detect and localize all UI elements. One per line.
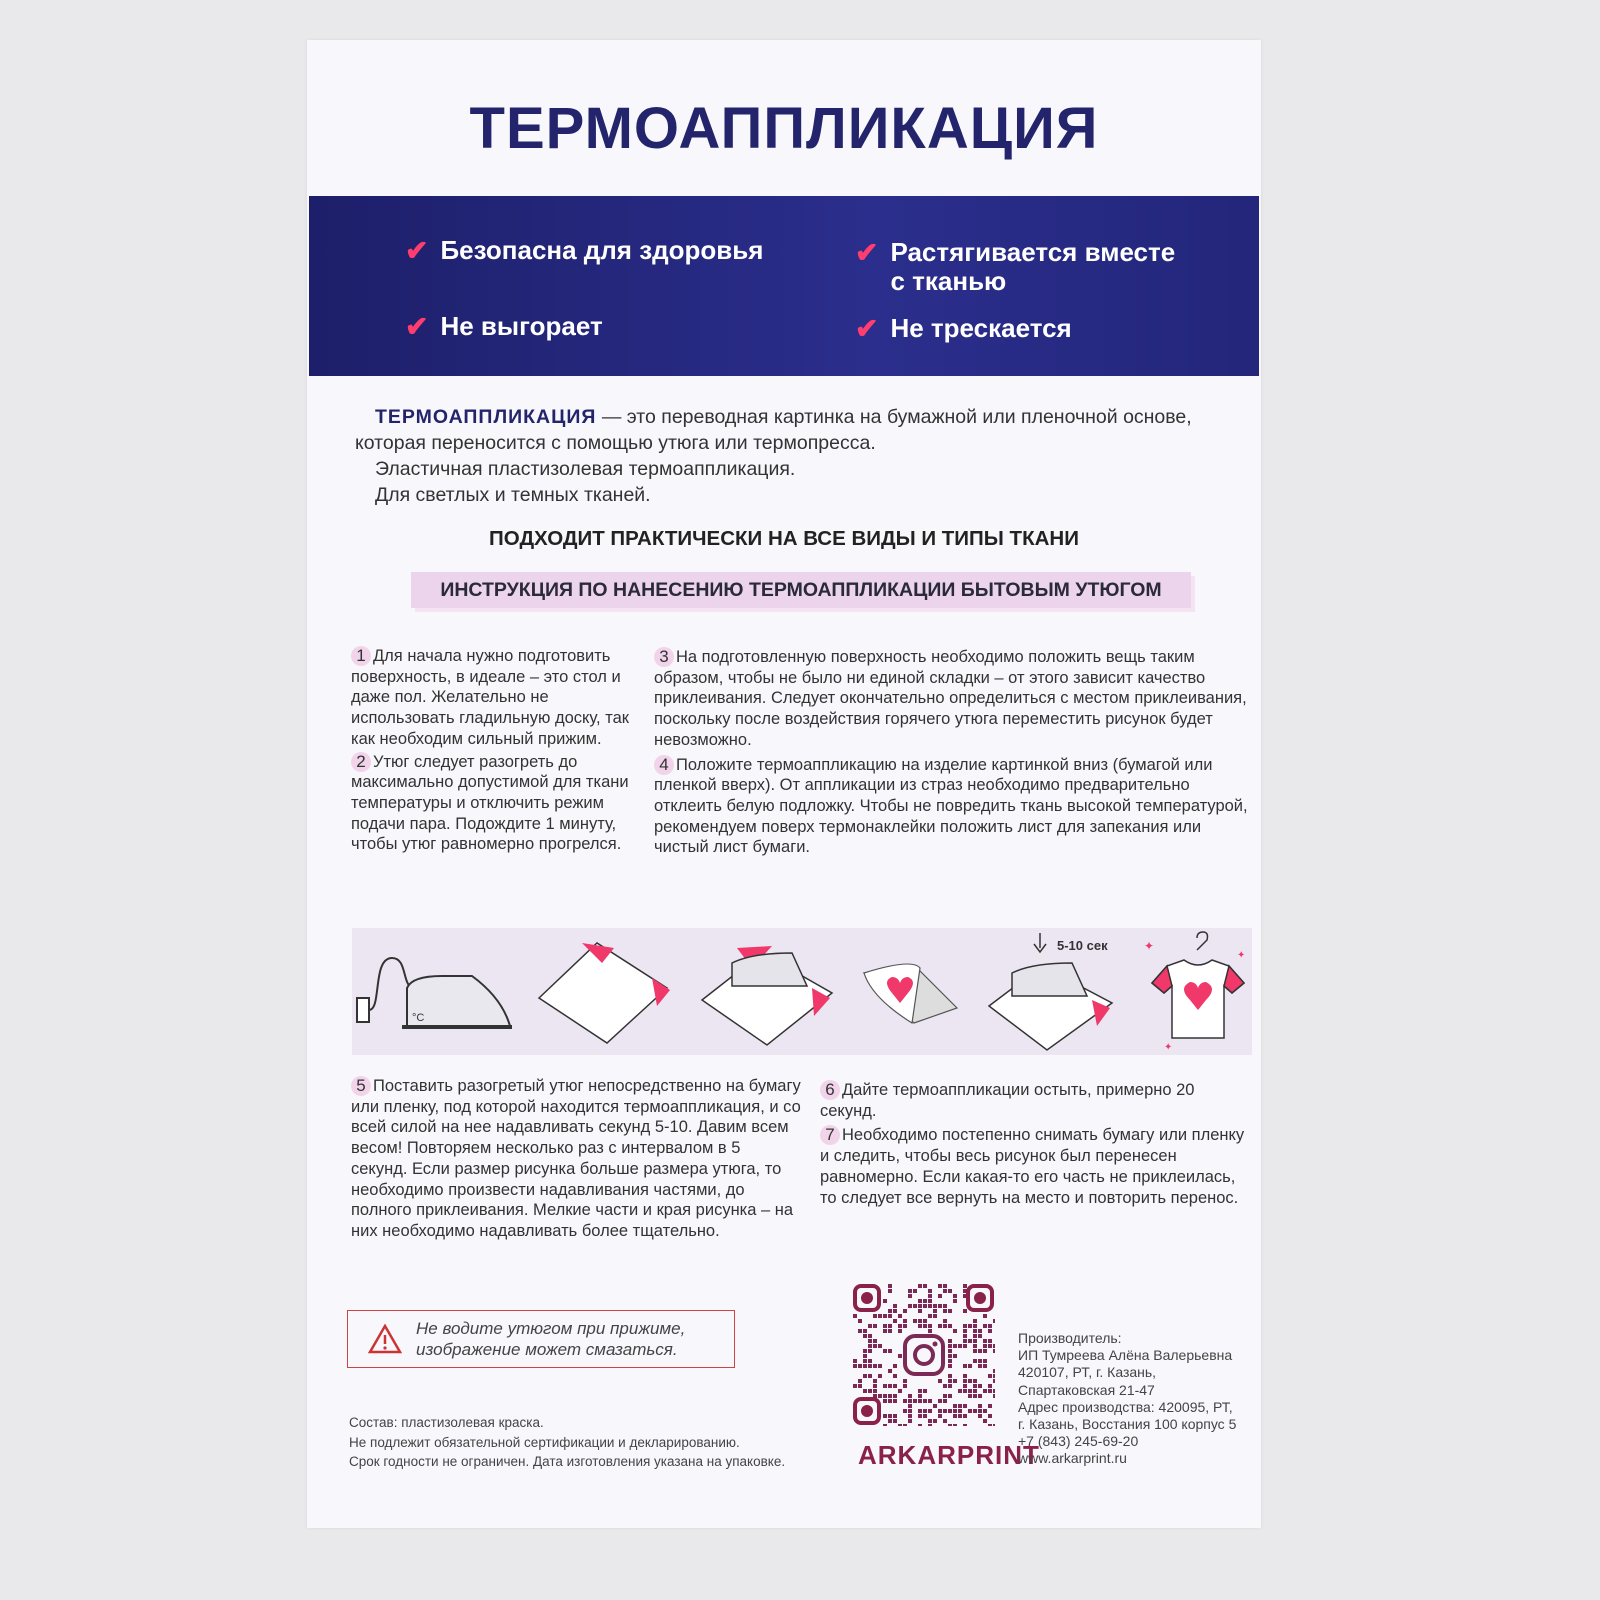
brand-logo: ARKARPRINT — [858, 1440, 1040, 1470]
step-number: 7 — [820, 1125, 840, 1145]
composition-line: Не подлежит обязательной сертификации и декларированию. — [349, 1434, 740, 1450]
step-6 — [820, 1080, 1250, 1121]
composition-line: Срок годности не ограничен. Дата изготовления указана на упаковке. — [349, 1454, 786, 1469]
warning-box — [347, 1310, 735, 1368]
step-number: 6 — [820, 1080, 840, 1100]
feature-item — [855, 238, 1185, 296]
peeling-paper-heart-icon — [864, 964, 957, 1023]
step-2 — [351, 752, 641, 856]
step-1 — [351, 646, 641, 750]
step-number: 2 — [351, 752, 371, 772]
check-icon: ✔ — [405, 235, 429, 266]
steps-column-2 — [654, 647, 1254, 858]
feature-label: Безопасна для здоровья — [440, 235, 764, 265]
intro-line: Для светлых и темных тканей. — [375, 484, 651, 506]
step-text: Для начала нужно подготовить поверхность, в идеале – это стол и даже пол. Желательно не использовать гладильную доску, так как необходим сильный прижим. — [351, 647, 629, 748]
tshirt-heart-icon — [1144, 932, 1245, 1053]
warning-icon — [368, 1324, 402, 1354]
website-link[interactable]: www.arkarprint.ru — [1018, 1450, 1127, 1467]
composition-line: Состав: пластизолевая краска. — [349, 1415, 544, 1430]
feature-item — [855, 314, 1072, 343]
step-3 — [654, 647, 1254, 751]
qr-code[interactable] — [853, 1284, 995, 1426]
press-iron-icon — [989, 933, 1112, 1050]
intro-text — [355, 404, 1255, 508]
steps-illustration — [352, 928, 1252, 1055]
features-banner — [309, 196, 1259, 376]
step-number: 1 — [351, 646, 371, 666]
step-4 — [654, 755, 1254, 859]
warning-text: Не водите утюгом при прижиме, изображение может смазаться. — [416, 1319, 686, 1359]
step-text: Утюг следует разогреть до максимально допустимой для ткани температуры и отключить режим подачи пара. Подождите 1 минуту, чтобы утюг равномерно прогрелся. — [351, 752, 629, 854]
check-icon: ✔ — [855, 313, 879, 344]
instruction-card — [307, 40, 1261, 1528]
feature-item — [405, 236, 763, 265]
svg-text:✦: ✦ — [1237, 950, 1246, 961]
temperature-label: °C — [412, 1012, 425, 1024]
intro-definition: — это переводная картинка на бумажной или пленочной основе, которая переносится с помощью утюга или термопресса. — [355, 406, 1192, 454]
instruction-title: ИНСТРУКЦИЯ ПО НАНЕСЕНИЮ ТЕРМОАППЛИКАЦИИ БЫТОВЫМ УТЮГОМ — [411, 572, 1191, 608]
manufacturer-line: +7 (843) 245-69-20 — [1018, 1433, 1139, 1450]
manufacturer-line: Адрес производства: 420095, РТ, — [1018, 1398, 1233, 1415]
feature-label: Не выгорает — [440, 311, 603, 341]
paper-fabric-icon — [539, 943, 670, 1043]
page-title: ТЕРМОАППЛИКАЦИЯ — [469, 96, 1099, 161]
composition-info — [349, 1413, 785, 1472]
svg-text:✦: ✦ — [1164, 1042, 1173, 1053]
svg-text:✦: ✦ — [1144, 939, 1155, 953]
iron-plug-icon — [357, 958, 512, 1027]
iron-on-paper-icon — [702, 946, 832, 1045]
check-icon: ✔ — [855, 237, 879, 268]
press-time-label: 5-10 сек — [1057, 938, 1108, 953]
step-text: Дайте термоаппликации остыть, примерно 20 секунд. — [820, 1081, 1195, 1120]
manufacturer-info — [1018, 1330, 1236, 1468]
manufacturer-line: ИП Тумреева Алёна Валерьевна — [1018, 1347, 1233, 1364]
manufacturer-line: 420107, РТ, г. Казань, — [1018, 1364, 1157, 1381]
step-text: На подготовленную поверхность необходимо положить вещь таким образом, чтобы не было ни единой складки – от этого зависит качество приклеивания. Следует окончательно определиться с местом приклеивания, поскольку после воздействия горячего утюга переместить рисунок будет невозможно. — [654, 648, 1247, 749]
step-text: Необходимо постепенно снимать бумагу или пленку и следить, чтобы весь рисунок был перенесен равномерно. Если какая-то его часть не приклеилась, то следует все вернуть на место и повторить перенос. — [820, 1126, 1245, 1207]
step-number: 3 — [654, 647, 674, 667]
step-7 — [820, 1125, 1250, 1208]
intro-line: Эластичная пластизолевая термоаппликация. — [375, 458, 796, 480]
manufacturer-line: Спартаковская 21-47 — [1018, 1381, 1155, 1398]
feature-label: Не трескается — [890, 313, 1072, 343]
feature-item — [405, 312, 603, 341]
subtitle: ПОДХОДИТ ПРАКТИЧЕСКИ НА ВСЕ ВИДЫ И ТИПЫ ТКАНИ — [489, 527, 1079, 550]
step-number: 5 — [351, 1076, 371, 1096]
check-icon: ✔ — [405, 311, 429, 342]
step-number: 4 — [654, 755, 674, 775]
step-5 — [351, 1076, 801, 1242]
steps-column-4 — [820, 1080, 1250, 1208]
steps-column-1 — [351, 646, 641, 855]
step-text: Поставить разогретый утюг непосредственно на бумагу или пленку, под которой находится термоаппликация, и со всей силой на нее надавливать секунд 5-10. Давим всем весом! Повторяем несколько раз с интервалом в 5 секунд. Если размер рисунка больше размера утюга, то необходимо произвести надавливания частями, до полного приклеивания. Мелкие части и края рисунка – на них необходимо надавливать более тщательно. — [351, 1077, 801, 1240]
manufacturer-line: г. Казань, Восстания 100 корпус 5 — [1018, 1416, 1237, 1433]
instagram-icon — [905, 1336, 943, 1374]
intro-term: ТЕРМОАППЛИКАЦИЯ — [375, 406, 597, 428]
feature-label: Растягивается вместе с тканью — [890, 237, 1176, 296]
step-text: Положите термоаппликацию на изделие картинкой вниз (бумагой или пленкой вверх). От аппликации из страз необходимо предварительно отклеить белую подложку. Чтобы не повредить ткань высокой температурой, рекомендуем поверх термонаклейки положить лист для запекания или чистый лист бумаги. — [654, 755, 1248, 857]
manufacturer-line: Производитель: — [1018, 1330, 1122, 1346]
